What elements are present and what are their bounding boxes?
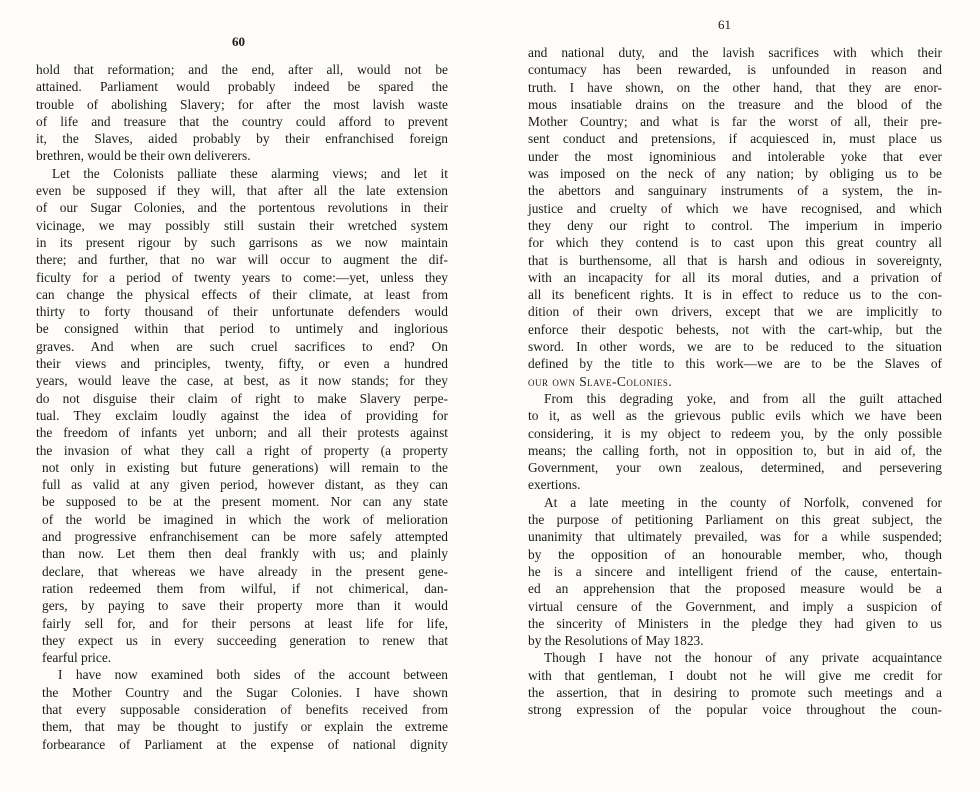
text-line: fairly sell for, and for their persons at least life for life, xyxy=(42,615,448,631)
text-line: Government, your own zealous, determined, and persevering xyxy=(528,460,942,476)
text-line: considering, it is my object to redeem you, by the only possible xyxy=(528,425,942,441)
text-line: sword. In other words, we are to be reduced to the situation xyxy=(528,339,942,355)
text-line: Let the Colonists palliate these alarming views; and let it xyxy=(52,165,448,181)
text-line: exertions. xyxy=(528,477,581,493)
text-line: with an incapacity for all its moral duties, and a privation of xyxy=(528,269,942,285)
text-line: them, that may be thought to justify or explain the extreme xyxy=(42,719,448,735)
text-line: full as valid at any given period, however distant, as they can xyxy=(42,477,448,493)
text-line: the sincerity of Ministers in the pledge they had given to us xyxy=(528,615,942,631)
text-line: they expect us in every succeeding generation to renew that xyxy=(42,632,448,648)
text-line: was imposed on the neck of any nation; by obliging us to be xyxy=(528,166,942,182)
page-number: 60 xyxy=(232,34,245,49)
text-line: in its present rigour by such garrisons as we now maintain xyxy=(36,234,448,250)
text-line: by the opposition of an honourable member, who, though xyxy=(528,546,942,562)
text-line: mous insatiable drains on the treasure and the blood of the xyxy=(528,96,942,112)
text-line: ration redeemed them from wilful, if not chimerical, dan- xyxy=(42,580,448,596)
text-line: to it, as well as the grievous public evils which we have been xyxy=(528,408,942,424)
text-line: with that gentleman, I doubt not he will give me credit for xyxy=(528,667,942,683)
text-line: the abettors and sanguinary instruments of a system, the in- xyxy=(528,183,942,199)
text-line: hold that reformation; and the end, after all, would not be xyxy=(36,62,448,77)
page-text xyxy=(36,61,448,753)
text-line: Mother Country; and what is far the worst of all, their pre- xyxy=(528,114,942,130)
text-line: do not disguise their claim of right to make Slavery perpe- xyxy=(36,390,448,406)
text-line: our own Slave-Colonies. xyxy=(528,373,673,389)
page-text xyxy=(528,44,942,719)
text-line: sent conduct and pretensions, if acquiesced in, must place us xyxy=(528,131,942,147)
text-line: forbearance of Parliament at the expense of national dignity xyxy=(42,736,448,752)
text-line: that is burthensome, all that is harsh and odious in sovereignty, xyxy=(528,252,942,268)
text-line: attained. Parliament would probably indeed be spared the xyxy=(36,79,448,95)
text-line: tual. They exclaim loudly against the idea of providing for xyxy=(36,407,448,423)
text-line: enforce their despotic behests, not with the cart-whip, but the xyxy=(528,321,942,337)
text-line: under the most ignominious and intolerable yoke that ever xyxy=(528,148,942,164)
text-line: dition of their own drivers, except that we are implicitly to xyxy=(528,304,942,320)
text-line: the Mother Country and the Sugar Colonies. I have shown xyxy=(42,684,448,700)
text-line: be consigned within that period to untimely and inglorious xyxy=(36,321,448,337)
text-line: Though I have not the honour of any private acquaintance xyxy=(544,650,942,666)
text-line: contumacy has been rewarded, is unfounded in reason and xyxy=(528,62,942,78)
text-line: the invasion of what they call a right of property (a property xyxy=(36,442,448,458)
text-line: for which they contend is to cast upon this great country all xyxy=(528,235,942,251)
text-line: he is a sincere and intelligent friend of the cause, entertain- xyxy=(528,563,942,579)
text-line: means; the calling forth, not in opposition to, but in aid of, the xyxy=(528,442,942,458)
text-line: At a late meeting in the county of Norfolk, convened for xyxy=(544,494,942,510)
text-line: justice and cruelty of which we have recognised, and which xyxy=(528,200,942,216)
text-line: it, the Slaves, aided probably by their enfranchised foreign xyxy=(36,131,448,147)
text-line: graves. And when are such cruel sacrifices to end? On xyxy=(36,338,448,354)
text-line: trouble of abolishing Slavery; for after the most lavish waste xyxy=(36,96,448,112)
text-line: I have now examined both sides of the account between xyxy=(58,667,448,683)
text-line: unanimity that ultimately prevailed, was for a while suspended; xyxy=(528,529,942,545)
text-line: their views and principles, twenty, fifty, or even a hundred xyxy=(36,356,448,372)
text-line: truth. I have shown, on the other hand, that they are enor- xyxy=(528,79,942,95)
text-line: than now. Let them then deal frankly with us; and plainly xyxy=(42,546,448,562)
text-line: brethren, would be their own deliverers. xyxy=(36,148,251,164)
text-line: and national duty, and the lavish sacrifices with which their xyxy=(528,45,942,60)
text-line: gers, by paying to save their property more than it would xyxy=(42,598,448,614)
text-line: they deny our right to control. The imperium in imperio xyxy=(528,217,942,233)
text-line: strong expression of the popular voice throughout the coun- xyxy=(528,702,942,718)
text-line: there; and further, that no war will occur to augment the dif- xyxy=(36,252,448,268)
text-line: the purpose of petitioning Parliament on this great subject, the xyxy=(528,512,942,528)
text-line: thirty to forty thousand of their unfortunate defenders would xyxy=(36,304,448,320)
text-line: ed an apprehension that the proposed measure would be a xyxy=(528,581,942,597)
text-line: years, would leave the case, at best, as it now stands; for they xyxy=(36,373,448,389)
text-line: fearful price. xyxy=(42,650,112,666)
text-line: declare, that whereas we have already in the present gene- xyxy=(42,563,448,579)
text-line: and progressive enfranchisement can be more safely attempted xyxy=(42,529,448,545)
page-number: 61 xyxy=(718,17,731,32)
text-line: of the world be imagined in which the work of melioration xyxy=(42,511,448,527)
text-line: the assertion, that in desiring to promote such meetings and a xyxy=(528,684,942,700)
text-line: From this degrading yoke, and from all the guilt attached xyxy=(544,390,942,406)
text-line: of our Sugar Colonies, and the portentous revolutions in their xyxy=(36,200,448,216)
text-line: all its beneficent rights. It is in effect to reduce us to the con- xyxy=(528,287,942,303)
text-line: that every supposable consideration of benefits received from xyxy=(42,701,448,717)
text-line: defined by the title to this work—we are to be the Slaves of xyxy=(528,356,942,372)
text-line: the freedom of infants yet unborn; and all their protests against xyxy=(36,425,448,441)
text-line: by the Resolutions of May 1823. xyxy=(528,633,704,649)
text-line: be supposed to be at the present moment. Nor can any state xyxy=(42,494,448,510)
text-line: virtual censure of the Government, and imply a suspicion of xyxy=(528,598,942,614)
text-line: not only in existing but future generations) will remain to the xyxy=(42,459,448,475)
text-line: of life and treasure that the country could afford to prevent xyxy=(36,113,448,129)
text-line: ficulty for a period of twenty years to come:—yet, unless they xyxy=(36,269,448,285)
text-line: can change the physical effects of their climate, at least from xyxy=(36,286,448,302)
text-line: vicinage, we may possibly still sustain their wretched system xyxy=(36,217,448,233)
text-line: even be supposed if they will, that after all the late extension xyxy=(36,183,448,199)
